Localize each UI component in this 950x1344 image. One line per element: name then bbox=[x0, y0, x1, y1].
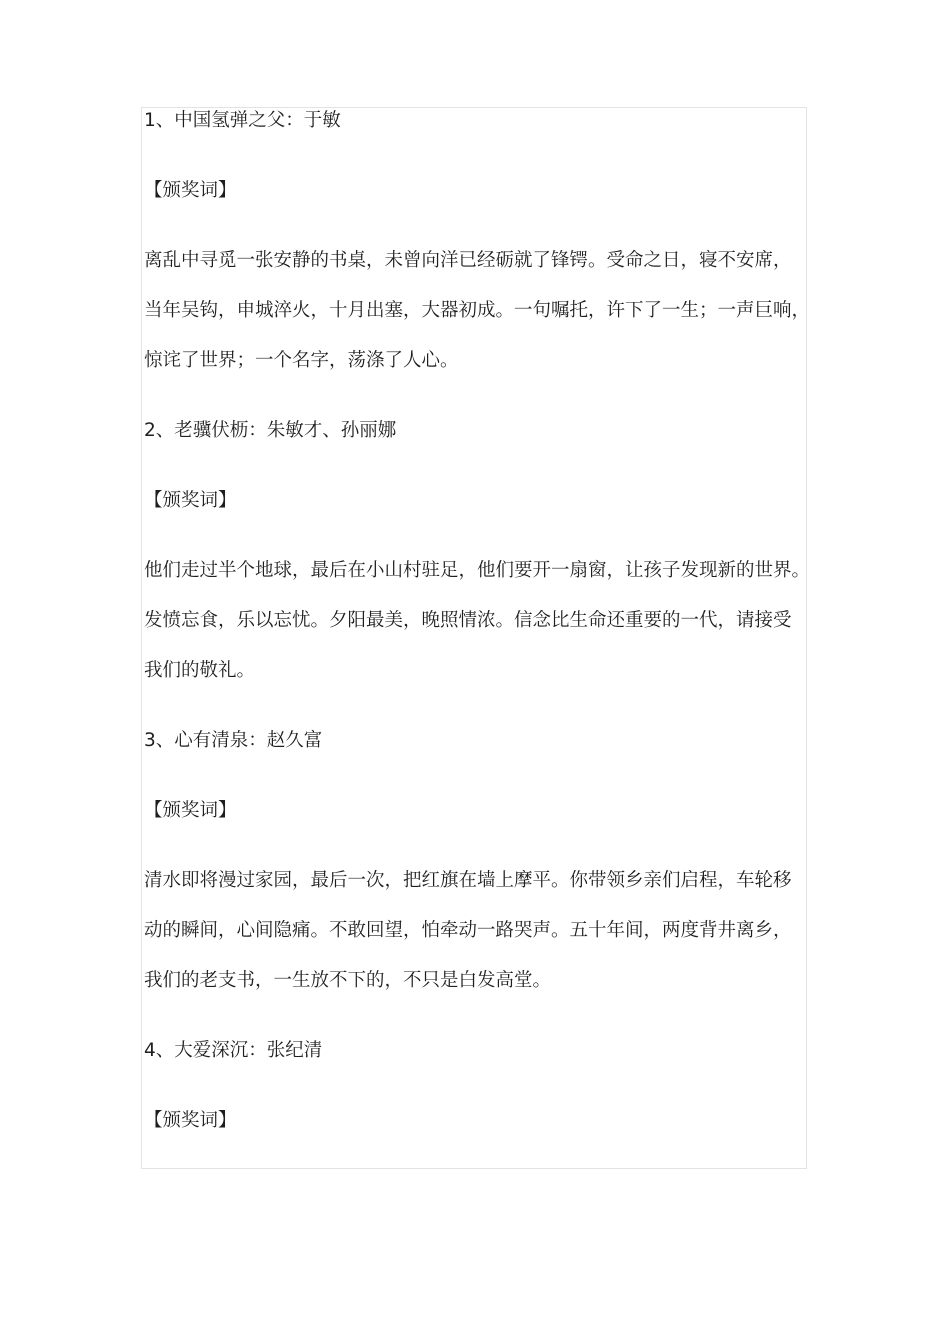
award-text-line: 动的瞬间，心间隐痛。不敢回望，怕牵动一路哭声。五十年间，两度背井离乡， bbox=[144, 920, 792, 941]
document-body bbox=[144, 96, 834, 1146]
section-heading: 4、大爱深沉：张纪清 bbox=[144, 1040, 323, 1061]
section-heading: 2、老骥伏枥：朱敏才、孙丽娜 bbox=[144, 420, 397, 441]
section-heading: 3、心有清泉：赵久富 bbox=[144, 730, 323, 751]
award-text-line: 离乱中寻觅一张安静的书桌，未曾向洋已经砺就了锋锷。受命之日，寝不安席， bbox=[144, 250, 792, 271]
award-text-line: 清水即将漫过家园，最后一次，把红旗在墙上摩平。你带领乡亲们启程，车轮移 bbox=[144, 870, 792, 891]
award-label: 【颁奖词】 bbox=[144, 1110, 237, 1131]
award-label: 【颁奖词】 bbox=[144, 180, 237, 201]
award-label: 【颁奖词】 bbox=[144, 800, 237, 821]
award-text-line: 他们走过半个地球，最后在小山村驻足，他们要开一扇窗，让孩子发现新的世界。 bbox=[144, 560, 811, 581]
award-text-line: 我们的老支书，一生放不下的，不只是白发高堂。 bbox=[144, 970, 552, 991]
award-text-line: 当年吴钩，申城淬火，十月出塞，大器初成。一句嘱托，许下了一生；一声巨响， bbox=[144, 300, 811, 321]
award-label: 【颁奖词】 bbox=[144, 490, 237, 511]
award-text-line: 发愤忘食，乐以忘忧。夕阳最美，晚照情浓。信念比生命还重要的一代，请接受 bbox=[144, 610, 792, 631]
section-heading: 1、中国氢弹之父：于敏 bbox=[144, 110, 341, 131]
award-text-line: 我们的敬礼。 bbox=[144, 660, 256, 681]
award-text-line: 惊诧了世界；一个名字，荡涤了人心。 bbox=[144, 350, 459, 371]
